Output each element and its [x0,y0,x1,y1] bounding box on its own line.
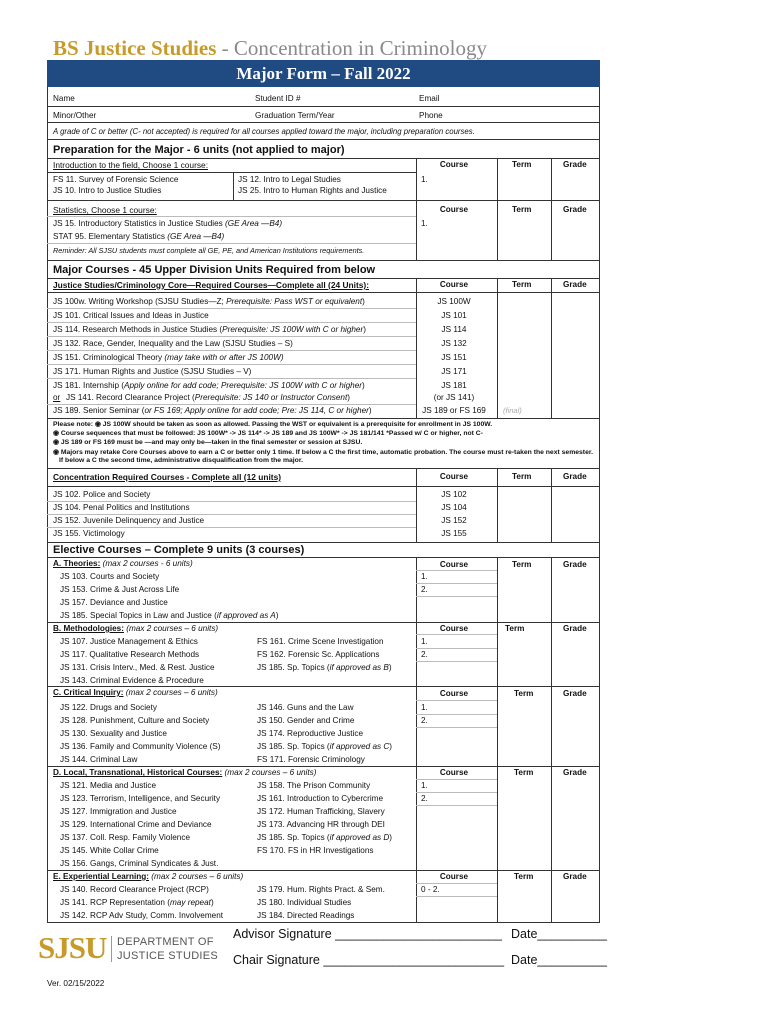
advisor-date[interactable]: Date__________ [511,927,607,941]
col-term-b: Term [505,624,525,633]
e-slot[interactable]: 0 - 2. [421,885,440,894]
note-3: ◉ JS 189 or FS 169 must be —and may only be—taken in the final semester or session at SJSU. [53,439,363,446]
col-course: Course [439,160,469,169]
student-id-label: Student ID # [255,94,301,103]
core-code-1: JS 100W [437,297,471,306]
b-slot-2[interactable]: 2. [421,650,428,659]
core-code-7: JS 181 [441,381,467,390]
major-title: Major Courses - 45 Upper Division Units Required from below [53,264,376,276]
core-code-8: (or JS 141) [433,393,475,402]
b-r2: FS 162. Forensic Sc. Applications [257,650,380,659]
chair-signature[interactable]: Chair Signature __________________________ [233,953,505,967]
d-4: JS 129. International Crime and Deviance [60,820,212,829]
minor-label: Minor/Other [53,111,97,120]
e-3: JS 142. RCP Adv Study, Comm. Involvement [60,911,224,920]
a-1: JS 103. Courts and Society [60,572,160,581]
col-term-3: Term [512,280,532,289]
chair-date[interactable]: Date__________ [511,953,607,967]
intro-left-2: JS 10. Intro to Justice Studies [53,186,162,195]
email-label: Email [419,94,440,103]
intro-head: Introduction to the field, Choose 1 course: [53,160,209,170]
e-2: JS 141. RCP Representation (may repeat) [60,898,214,907]
col-term-c: Term [514,689,534,698]
d-r1: JS 158. The Prison Community [257,781,371,790]
elective-title: Elective Courses – Complete 9 units (3 courses) [53,544,305,556]
col-term-4: Term [512,472,532,481]
intro-right-2: JS 25. Intro to Human Rights and Justice [238,186,387,195]
col-course-d: Course [439,768,469,777]
c-4: JS 136. Family and Community Violence (S) [60,742,221,751]
core-row-8: JS 141. Record Clearance Project (Prerequisite: JS 140 or Instructor Consent) [66,393,350,402]
advisor-signature[interactable]: Advisor Signature ________________________ [233,927,502,941]
name-label: Name [53,94,75,103]
col-course-c: Course [439,689,469,698]
col-grade: Grade [563,160,587,169]
prep-title: Preparation for the Major - 6 units (not applied to major) [53,144,345,156]
col-course-2: Course [439,205,469,214]
elective-d-head: D. Local, Transnational, Historical Courses: (max 2 courses – 6 units) [53,768,317,777]
conc-row-1: JS 102. Police and Society [53,490,151,499]
col-grade-4: Grade [563,472,587,481]
d-r3: JS 172. Human Trafficking, Slavery [257,807,385,816]
col-grade-a: Grade [563,560,587,569]
col-term: Term [512,160,532,169]
col-course-4: Course [439,472,469,481]
col-grade-b: Grade [563,624,587,633]
col-term-a: Term [512,560,532,569]
col-course-b: Course [439,624,469,633]
c-r5: FS 171. Forensic Criminology [257,755,365,764]
col-course-e: Course [439,872,469,881]
c-slot-1[interactable]: 1. [421,703,428,712]
a-slot-1[interactable]: 1. [421,572,428,581]
d-r4: JS 173. Advancing HR through DEI [257,820,385,829]
conc-code-3: JS 152 [441,516,467,525]
core-row-1: JS 100w. Writing Workshop (SJSU Studies—Z; Prerequisite: Pass WST or equivalent) [53,297,365,306]
col-term-2: Term [512,205,532,214]
c-5: JS 144. Criminal Law [60,755,138,764]
intro-slot[interactable]: 1. [421,175,428,184]
b-r1: FS 161. Crime Scene Investigation [257,637,384,646]
col-grade-e: Grade [563,872,587,881]
dept-line-2: JUSTICE STUDIES [117,950,219,962]
a-slot-2[interactable]: 2. [421,585,428,594]
core-row-7: JS 181. Internship (Apply online for add code; Prerequisite: JS 100W with C or higher) [53,381,365,390]
or-label: or [53,393,61,402]
core-row-2: JS 101. Critical Issues and Ideas in Justice [53,311,209,320]
core-code-3: JS 114 [441,325,467,334]
dept-line-1: DEPARTMENT OF [117,936,214,948]
a-4: JS 185. Special Topics in Law and Justice (if approved as A) [60,611,279,620]
col-grade-3: Grade [563,280,587,289]
core-code-9: JS 189 or FS 169 [422,406,486,415]
col-course-3: Course [439,280,469,289]
d-3: JS 127. Immigration and Justice [60,807,177,816]
a-3: JS 157. Deviance and Justice [60,598,168,607]
a-2: JS 153. Crime & Just Across Life [60,585,180,594]
e-r2: JS 180. Individual Studies [257,898,352,907]
core-code-2: JS 101 [441,311,467,320]
col-grade-c: Grade [563,689,587,698]
d-slot-2[interactable]: 2. [421,794,428,803]
d-slot-1[interactable]: 1. [421,781,428,790]
conc-row-3: JS 152. Juvenile Delinquency and Justice [53,516,205,525]
col-term-e: Term [514,872,534,881]
col-grade-d: Grade [563,768,587,777]
d-7: JS 156. Gangs, Criminal Syndicates & Just. [60,859,219,868]
elective-e-head: E. Experiential Learning: (max 2 courses – 6 units) [53,872,244,881]
core-row-5: JS 151. Criminological Theory (may take with or after JS 100W) [53,353,284,362]
c-r3: JS 174. Reproductive Justice [257,729,364,738]
b-4: JS 143. Criminal Evidence & Procedure [60,676,204,685]
d-5: JS 137. Coll. Resp. Family Violence [60,833,190,842]
d-r2: JS 161. Introduction to Cybercrime [257,794,384,803]
c-2: JS 128. Punishment, Culture and Society [60,716,210,725]
col-grade-2: Grade [563,205,587,214]
core-code-6: JS 171 [441,367,467,376]
intro-left-1: FS 11. Survey of Forensic Science [53,175,179,184]
conc-code-4: JS 155 [441,529,467,538]
conc-row-2: JS 104. Penal Politics and Institutions [53,503,190,512]
e-r3: JS 184. Directed Readings [257,911,355,920]
stats-1: JS 15. Introductory Statistics in Justice Studies (GE Area —B4) [53,219,283,228]
c-r2: JS 150. Gender and Crime [257,716,355,725]
d-6: JS 145. White Collar Crime [60,846,159,855]
stats-head: Statistics, Choose 1 course: [53,205,157,215]
note-4: ◉ Majors may retake Core Courses above to earn a C or better only 1 time. If below a C the first time, automatic probation. The course must re-taken the next semester. [53,449,594,456]
core-row-4: JS 132. Race, Gender, Inequality and the Law (SJSU Studies – S) [53,339,293,348]
e-r1: JS 179. Hum. Rights Pract. & Sem. [257,885,385,894]
phone-label: Phone [419,111,443,120]
elective-a-head: A. Theories: (max 2 courses - 6 units) [53,559,193,568]
sjsu-logo: SJSU [38,930,107,965]
page-title: BS Justice Studies - Concentration in Criminology [53,36,488,60]
reminder: Reminder: All SJSU students must complete all GE, PE, and American Institutions requirements. [53,246,365,255]
form-banner: Major Form – Fall 2022 [47,60,600,87]
grad-term-label: Graduation Term/Year [255,111,335,120]
d-r6: FS 170. FS in HR Investigations [257,846,374,855]
d-2: JS 123. Terrorism, Intelligence, and Security [60,794,221,803]
conc-code-1: JS 102 [441,490,467,499]
b-3: JS 131. Crisis Interv., Med. & Rest. Justice [60,663,215,672]
d-r5: JS 185. Sp. Topics (if approved as D) [257,833,393,842]
note-5: If below a C the second time, administrative disqualification from the major. [59,457,303,464]
c-3: JS 130. Sexuality and Justice [60,729,167,738]
core-code-4: JS 132 [441,339,467,348]
conc-row-4: JS 155. Victimology [53,529,125,538]
core-head: Justice Studies/Criminology Core—Required Courses—Complete all (24 Units): [53,280,369,290]
col-term-d: Term [514,768,534,777]
b-slot-1[interactable]: 1. [421,637,428,646]
elective-c-head: C. Critical Inquiry: (max 2 courses – 6 units) [53,688,218,697]
c-1: JS 122. Drugs and Society [60,703,157,712]
conc-code-2: JS 104 [441,503,467,512]
version-label: Ver. 02/15/2022 [47,979,105,988]
elective-b-head: B. Methodologies: (max 2 courses – 6 units) [53,624,219,633]
conc-head: Concentration Required Courses - Complete all (12 units) [53,472,282,482]
note-2: ◉ Course sequences that must be followed: JS 100W* -> JS 114* -> JS 189 and JS 100W* -> JS 181/141 *Passed w/ C or higher, not C- [53,430,483,437]
grade-note: A grade of C or better (C- not accepted) is required for all courses applied toward the major, including preparation courses. [53,127,475,136]
core-row-9: JS 189. Senior Seminar (or FS 169; Apply online for add code; Pre: JS 114, C or higher) [53,406,372,415]
stats-slot[interactable]: 1. [421,219,428,228]
core-row-3: JS 114. Research Methods in Justice Studies (Prerequisite: JS 100W with C or higher) [53,325,366,334]
core-code-5: JS 151 [441,353,467,362]
core-row-6: JS 171. Human Rights and Justice (SJSU Studies – V) [53,367,252,376]
col-course-a: Course [439,560,469,569]
c-r4: JS 185. Sp. Topics (if approved as C) [257,742,393,751]
intro-right-1: JS 12. Intro to Legal Studies [238,175,341,184]
b-r3: JS 185. Sp. Topics (if approved as B) [257,663,392,672]
b-1: JS 107. Justice Management & Ethics [60,637,198,646]
note-1: Please note: ◉ JS 100W should be taken as soon as allowed. Passing the WST or equivalent is a prerequisite for enrollment in JS 100W. [53,421,493,428]
stats-2: STAT 95. Elementary Statistics (GE Area —B4) [53,232,225,241]
c-r1: JS 146. Guns and the Law [257,703,354,712]
d-1: JS 121. Media and Justice [60,781,157,790]
e-1: JS 140. Record Clearance Project (RCP) [60,885,209,894]
c-slot-2[interactable]: 2. [421,716,428,725]
b-2: JS 117. Qualitative Research Methods [60,650,200,659]
final-label: (final) [503,406,522,415]
